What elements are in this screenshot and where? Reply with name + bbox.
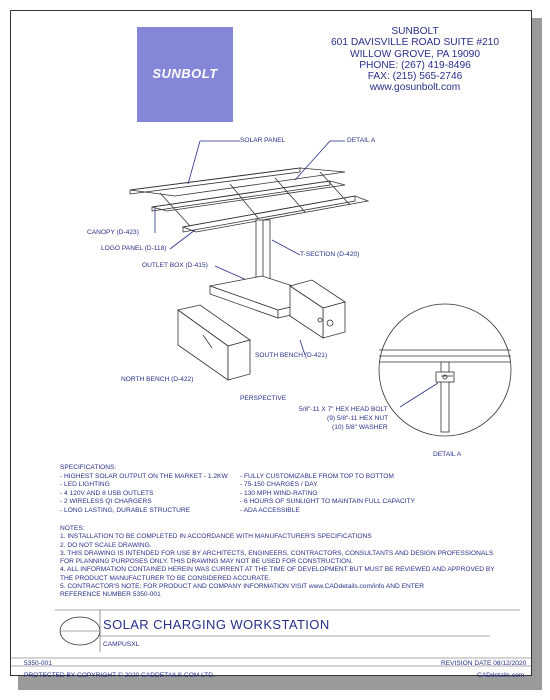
caddetails-link[interactable]: CADdetails.com [477, 672, 525, 679]
company-fax: FAX: (215) 565-2746 [367, 71, 463, 83]
copyright-notice: PROTECTED BY COPYRIGHT © 2020 CADDETAILS.COM LTD. [24, 672, 215, 679]
spec-item: - ADA ACCESSIBLE [240, 506, 300, 514]
label-bolt: 5/8"-11 X 7" HEX HEAD BOLT [299, 406, 388, 413]
note-line: 4. ALL INFORMATION CONTAINED HEREIN WAS CURRENT AT THE TIME OF DEVELOPMENT BUT MUST BE REVIEWED AND APPROVED BY [60, 566, 495, 574]
company-address-line2: WILLOW GROVE, PA 19090 [349, 48, 481, 60]
revision-date: REVISION DATE 08/12/2020 [441, 660, 527, 667]
specifications-heading: SPECIFICATIONS: [60, 464, 117, 471]
notes-heading: NOTES: [60, 525, 85, 532]
spec-item: - 6 HOURS OF SUNLIGHT TO MAINTAIN FULL CAPACITY [240, 498, 416, 505]
spec-item: - 2 WIRELESS QI CHARGERS [60, 498, 152, 505]
logo-text: SUNBOLT [152, 66, 218, 81]
company-name: SUNBOLT [391, 26, 439, 37]
label-detail-a: DETAIL A [347, 137, 376, 144]
note-line: THE PRODUCT MANUFACTURER TO BE CONSIDERED ACCURATE. [60, 574, 271, 582]
spec-item: - LED LIGHTING [60, 481, 110, 488]
label-canopy: CANOPY (D-423) [87, 229, 139, 236]
note-line: 1. INSTALLATION TO BE COMPLETED IN ACCORDANCE WITH MANUFACTURER'S SPECIFICATIONS [60, 533, 372, 541]
label-washer: (10) 5/8" WASHER [332, 424, 388, 431]
reference-number: 5350-001 [24, 660, 52, 667]
spec-item: - FULLY CUSTOMIZABLE FROM TOP TO BOTTOM [240, 472, 394, 480]
spec-item: - HIGHEST SOLAR OUTPUT ON THE MARKET - 1.2KW [60, 472, 228, 480]
spec-item: - LONG LASTING, DURABLE STRUCTURE [60, 506, 191, 514]
company-address-line1: 601 DAVISVILLE ROAD SUITE #210 [331, 37, 499, 49]
label-logo-panel: LOGO PANEL (D-118) [101, 245, 167, 252]
company-website[interactable]: www.gosunbolt.com [369, 82, 461, 94]
label-north-bench: NORTH BENCH (D-422) [121, 376, 194, 383]
note-line: FOR PLANNING PURPOSES ONLY. THIS DRAWING MAY NOT BE USED FOR CONSTRUCTION. [60, 558, 353, 566]
spec-item: - 4 120V AND 8 USB OUTLETS [60, 489, 154, 497]
notes-section [60, 525, 495, 600]
label-solar-panel: SOLAR PANEL [240, 137, 286, 144]
note-line: 2. DO NOT SCALE DRAWING. [60, 541, 152, 549]
specifications-right [240, 473, 415, 516]
note-line: 3. THIS DRAWING IS INTENDED FOR USE BY ARCHITECTS, ENGINEERS, CONTRACTORS, CONSULTANTS AND DESIGN PROFESSIONALS [60, 549, 494, 557]
spec-item: - 130 MPH WIND-RATING [240, 489, 318, 497]
company-phone: PHONE: (267) 419-8496 [359, 59, 471, 71]
label-t-section: T-SECTION (D-420) [300, 251, 360, 258]
spec-item: - 75-150 CHARGES / DAY [240, 481, 318, 488]
drawing-subtitle: CAMPUSXL [103, 641, 140, 648]
label-outlet-box: OUTLET BOX (D-415) [142, 262, 208, 269]
label-nut: (9) 5/8"-11 HEX NUT [327, 415, 389, 422]
label-detail-a-caption: DETAIL A [433, 451, 462, 458]
note-line: REFERENCE NUMBER 5350-001 [60, 591, 161, 599]
note-line: 5. CONTRACTOR'S NOTE: FOR PRODUCT AND COMPANY INFORMATION VISIT www.CADdetails.com/info AND ENTER [60, 583, 424, 591]
specifications-left [60, 464, 228, 515]
label-south-bench: SOUTH BENCH (D-421) [255, 352, 328, 359]
drawing-title: SOLAR CHARGING WORKSTATION [103, 617, 330, 632]
label-perspective: PERSPECTIVE [240, 395, 287, 402]
